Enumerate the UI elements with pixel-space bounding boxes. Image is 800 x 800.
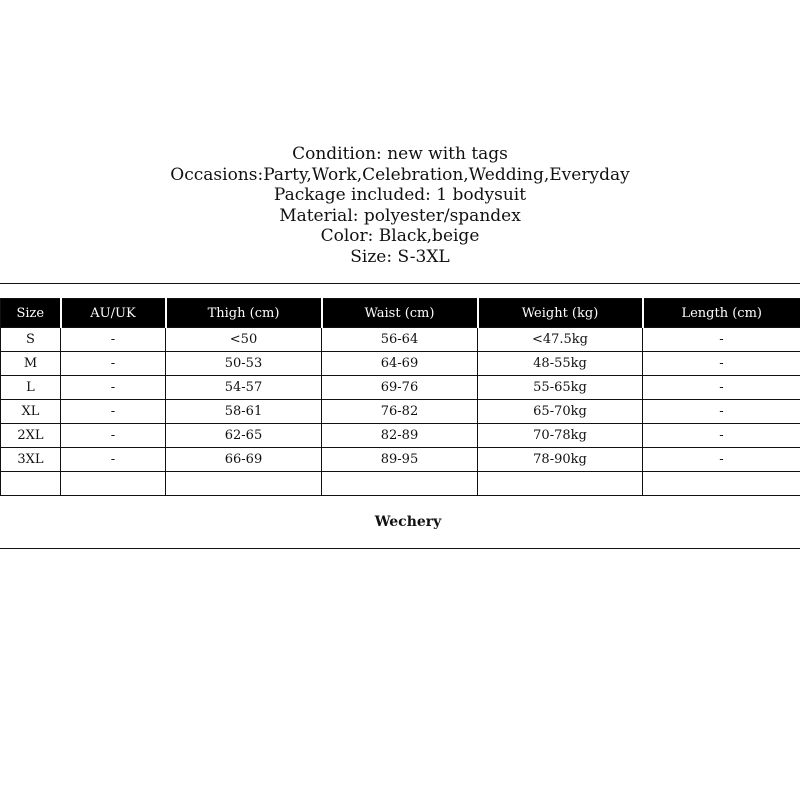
- cell-length: -: [643, 448, 800, 472]
- cell-waist: 89-95: [322, 448, 478, 472]
- cell-size: M: [1, 352, 61, 376]
- cell-length: -: [643, 424, 800, 448]
- cell-size: 3XL: [1, 448, 61, 472]
- table-row: [1, 376, 800, 400]
- cell-waist: 69-76: [322, 376, 478, 400]
- cell-au-uk: -: [61, 448, 166, 472]
- cell-waist: 56-64: [322, 328, 478, 352]
- cell-size: L: [1, 376, 61, 400]
- cell-weight: 65-70kg: [478, 400, 643, 424]
- cell-thigh: 62-65: [166, 424, 322, 448]
- cell-length: -: [643, 328, 800, 352]
- header-weight: Weight (kg): [478, 299, 643, 328]
- brand-name: Wechery: [374, 514, 442, 530]
- cell-weight: 48-55kg: [478, 352, 643, 376]
- cell-thigh: 54-57: [166, 376, 322, 400]
- cell-length: -: [643, 376, 800, 400]
- size-range-text: Size: S-3XL: [350, 246, 450, 267]
- cell-waist: 64-69: [322, 352, 478, 376]
- cell-waist: 76-82: [322, 400, 478, 424]
- empty-cell: [643, 472, 800, 496]
- product-info: [0, 144, 800, 267]
- table-row: [1, 400, 800, 424]
- empty-cell: [61, 472, 166, 496]
- top-divider: [0, 283, 800, 284]
- cell-size: 2XL: [1, 424, 61, 448]
- header-au-uk: AU/UK: [61, 299, 166, 328]
- cell-weight: 70-78kg: [478, 424, 643, 448]
- cell-thigh: 50-53: [166, 352, 322, 376]
- cell-size: S: [1, 328, 61, 352]
- condition-text: Condition: new with tags: [292, 144, 508, 164]
- cell-au-uk: -: [61, 376, 166, 400]
- table-row: [1, 448, 800, 472]
- cell-thigh: 58-61: [166, 400, 322, 424]
- empty-cell: [322, 472, 478, 496]
- header-size: Size: [1, 299, 61, 328]
- cell-weight: <47.5kg: [478, 328, 643, 352]
- cell-au-uk: -: [61, 328, 166, 352]
- empty-cell: [166, 472, 322, 496]
- empty-cell: [478, 472, 643, 496]
- cell-weight: 78-90kg: [478, 448, 643, 472]
- bottom-divider: [0, 548, 800, 549]
- table-row: [1, 424, 800, 448]
- cell-thigh: <50: [166, 328, 322, 352]
- table-row: [1, 328, 800, 352]
- cell-au-uk: -: [61, 400, 166, 424]
- cell-waist: 82-89: [322, 424, 478, 448]
- cell-length: -: [643, 400, 800, 424]
- empty-cell: [1, 472, 61, 496]
- cell-weight: 55-65kg: [478, 376, 643, 400]
- material-text: Material: polyester/spandex: [279, 205, 521, 226]
- cell-au-uk: -: [61, 424, 166, 448]
- header-thigh: Thigh (cm): [166, 299, 322, 328]
- table-row: [1, 352, 800, 376]
- size-table: [0, 298, 800, 496]
- header-waist: Waist (cm): [322, 299, 478, 328]
- color-text: Color: Black,beige: [320, 226, 480, 246]
- package-text: Package included: 1 bodysuit: [273, 185, 527, 205]
- cell-au-uk: -: [61, 352, 166, 376]
- table-header-row: [1, 299, 800, 328]
- cell-thigh: 66-69: [166, 448, 322, 472]
- occasions-text: Occasions:Party,Work,Celebration,Wedding,Everyday: [170, 164, 630, 185]
- header-length: Length (cm): [643, 299, 800, 328]
- cell-size: XL: [1, 400, 61, 424]
- cell-length: -: [643, 352, 800, 376]
- empty-table-row: [1, 472, 800, 496]
